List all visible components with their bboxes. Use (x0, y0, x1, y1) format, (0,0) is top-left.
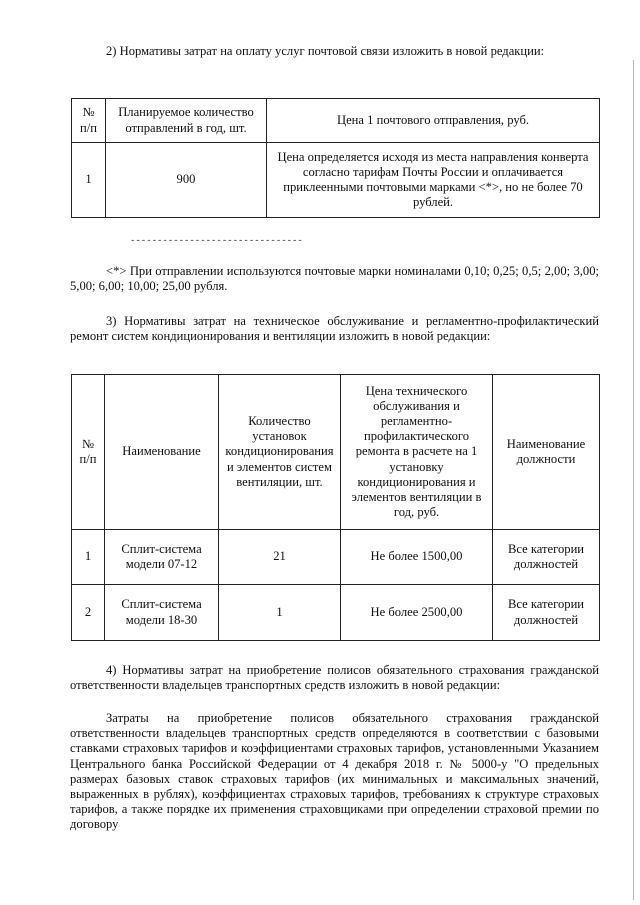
table-row (72, 585, 600, 641)
header-cell: № п/п (72, 99, 106, 143)
table-row (72, 530, 600, 585)
footnote-separator: -------------------------------- (130, 236, 303, 246)
section-3-heading: 3) Нормативы затрат на техническое обслуживание и регламентно-профилактический ремонт систем кондиционирования и вентиляции изложить в новой редакции: (70, 314, 599, 344)
scan-edge-line (633, 60, 634, 900)
table-cell: Сплит-система модели 07-12 (105, 530, 219, 585)
table-cell: Не более 2500,00 (341, 585, 493, 641)
table-cell: Все категории должностей (493, 585, 600, 641)
table-cell: Цена определяется исходя из места направления конверта согласно тарифам Почты России и оплачивается приклеенными почтовыми марками <*>, но не более 70 рублей. (267, 143, 600, 218)
header-cell: Наименование (105, 375, 219, 530)
table-cell: Все категории должностей (493, 530, 600, 585)
table-cell: 900 (106, 143, 267, 218)
section-4-heading: 4) Нормативы затрат на приобретение полисов обязательного страхования гражданской ответственности владельцев транспортных средств изложить в новой редакции: (70, 663, 599, 693)
table-cell: 1 (72, 143, 106, 218)
table-header-row (72, 99, 600, 143)
section-4-body: Затраты на приобретение полисов обязательного страхования гражданской ответственности владельцев транспортных средств определяются в соответствии с базовыми ставками страховых тарифов и коэффициентами страховых тарифов, установленными Указанием Центрального банка Российской Федерации от 4 декабря 2018 г. № 5000-у "О предельных размерах базовых ставок страховых тарифов (их минимальных и максимальных значений, выраженных в рублях), коэффициентах страховых тарифов, требованиях к структуре страховых тарифов, а также порядке их применения страховщиками при определении страховой премии по договору (70, 711, 599, 832)
ac-maintenance-table (71, 374, 600, 641)
section-2-heading: 2) Нормативы затрат на оплату услуг почтовой связи изложить в новой редакции: (106, 44, 545, 58)
table-cell: Сплит-система модели 18-30 (105, 585, 219, 641)
header-cell: Планируемое количество отправлений в год, шт. (106, 99, 267, 143)
table-cell: 21 (219, 530, 341, 585)
header-cell: Цена 1 почтового отправления, руб. (267, 99, 600, 143)
header-cell: № п/п (72, 375, 105, 530)
table-cell: Не более 1500,00 (341, 530, 493, 585)
postal-costs-table (71, 98, 600, 218)
header-cell: Количество установок кондиционирования и элементов систем вентиляции, шт. (219, 375, 341, 530)
table-row (72, 143, 600, 218)
footnote: <*> При отправлении используются почтовые марки номиналами 0,10; 0,25; 0,5; 2,00; 3,00; 5,00; 6,00; 10,00; 25,00 рубля. (70, 264, 599, 294)
table-header-row (72, 375, 600, 530)
table-cell: 1 (219, 585, 341, 641)
table-cell: 2 (72, 585, 105, 641)
header-cell: Наименование должности (493, 375, 600, 530)
table-cell: 1 (72, 530, 105, 585)
header-cell: Цена технического обслуживания и регламентно-профилактического ремонта в расчете на 1 установку кондиционирования и элементов вентиляции в год, руб. (341, 375, 493, 530)
